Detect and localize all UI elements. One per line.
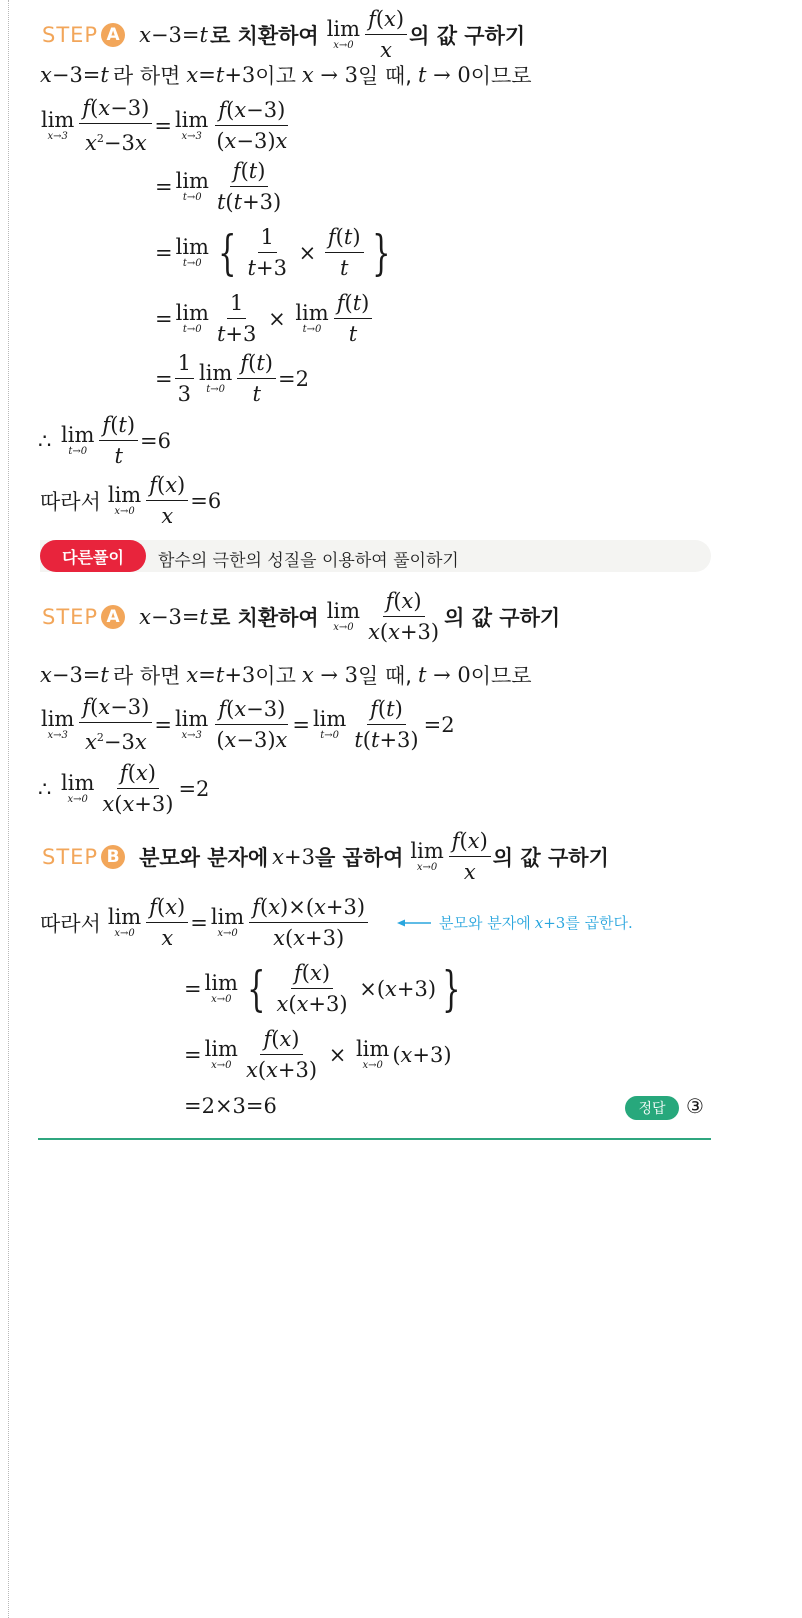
- step-a-label-2: [42, 605, 139, 629]
- arrow-left-icon: [397, 918, 431, 928]
- heading-tail-text-3: 의 값 구하기: [492, 845, 609, 870]
- equation-line-5: = $\frac{1}{3}$ lim t→0 $\frac{f(t)}{t}$ =2: [155, 351, 309, 406]
- step-a-badge-2: A: [101, 605, 125, 629]
- equation-line-10: =2×3=6: [184, 1094, 277, 1118]
- therefore-line-2: ∴ lim x→0 $\frac{f(x)}{x(x+3)}$ =2: [38, 761, 210, 816]
- equation-line-9: = lim x→0 $\frac{f(x)}{x(x+3)}$ × lim x→0 ( x +3): [184, 1027, 452, 1082]
- equation-line-8: = lim x→0 { $\frac{f(x)}{x(x+3)}$ ×( x +3) }: [184, 960, 461, 1017]
- intro-imeuro-2: 이므로: [470, 664, 532, 688]
- intro-imeuro: 이므로: [470, 64, 532, 88]
- step-a-heading-2: STEP A x −3= t 로 치환하여 lim x→0 $\frac{f(x)}{x(x+3)}$ 의 값 구하기: [42, 589, 561, 644]
- step-word-3: STEP: [42, 844, 99, 869]
- step-b-label: [42, 845, 139, 869]
- intro-igo: 이고: [255, 64, 296, 88]
- note-post-text: 를 곱한다.: [565, 914, 633, 932]
- ttarasuh-text-2: 따라서: [40, 911, 101, 936]
- conclusion-line-1: 따라서 lim x→0 $\frac{f(x)}{x}$ =6: [40, 473, 222, 528]
- step-word: STEP: [42, 22, 99, 47]
- page-margin-line: [8, 0, 9, 1618]
- equation-line-3: = lim t→0 { $\frac{1}{t+3}$ × $\frac{f(t)}{t}$ }: [155, 224, 390, 281]
- section-divider: [38, 1138, 711, 1140]
- substitution-intro-1: x −3= t 라 하면 x = t +3 이고 x → 3 일 때, t → 0 이므로: [40, 60, 532, 90]
- intro-igo-2: 이고: [255, 664, 296, 688]
- equation-line-2: = lim t→0 $\frac{f(t)}{t(t+3)}$: [155, 159, 282, 214]
- alt-solution-text: 함수의 극한의 성질을 이용하여 풀이하기: [158, 551, 459, 571]
- intro-ra: 라 하면: [112, 64, 181, 88]
- equation-line-7: 따라서 lim x→0 $\frac{f(x)}{x}$ = lim x→0 $\frac{f(x)\times(x+3)}{x(x+3)}$: [40, 894, 370, 951]
- equation-line-6: lim x→3 $\frac{f(x-3)}{x^2-3x}$ = lim x→3 $\frac{f(x-3)}{(x-3)x}$ = lim t→0 $\frac{f(t)}{t(t+3)}$ =2: [41, 695, 455, 754]
- heading-mid-text: 을 곱하여: [314, 845, 404, 870]
- answer-mark: ③: [686, 1094, 704, 1118]
- intro-il-2: 일 때,: [358, 664, 412, 688]
- intro-ra-2: 라 하면: [112, 664, 181, 688]
- intro-il: 일 때,: [358, 64, 412, 88]
- step-word-2: STEP: [42, 604, 99, 629]
- step-b-heading: STEP B 분모와 분자에 x +3 을 곱하여 lim x→0 $\frac{f(x)}{x}$ 의 값 구하기: [42, 829, 609, 884]
- alt-solution-badge: 다른풀이: [40, 540, 146, 572]
- equation-line-4: = lim t→0 $\frac{1}{t+3}$ × lim t→0 $\frac{f(t)}{t}$: [155, 290, 374, 347]
- step-a-heading-1: STEP A x −3= t 로 치환하여 lim x→0 $\frac{f(x)}{x}$ 의 값 구하기: [42, 7, 526, 62]
- step-a-label: [42, 23, 139, 47]
- equation-line-1: lim x→3 $\frac{f(x-3)}{x^2-3x}$ = lim x→3 $\frac{f(x-3)}{(x-3)x}$: [41, 96, 288, 155]
- step-a-badge: A: [101, 23, 125, 47]
- answer-badge: 정답: [625, 1096, 679, 1120]
- side-note: 분모와 분자에 x +3 를 곱한다.: [397, 912, 633, 933]
- heading-subst-text-2: 로 치환하여: [209, 605, 319, 630]
- heading-tail-text: 의 값 구하기: [409, 23, 526, 48]
- therefore-line-1: ∴ lim t→0 $\frac{f(t)}{t}$ =6: [38, 413, 172, 468]
- substitution-intro-2: x −3= t 라 하면 x = t +3 이고 x → 3 일 때, t → 0 이므로: [40, 660, 532, 690]
- heading-tail-text-2: 의 값 구하기: [444, 605, 561, 630]
- ttarasuh-text-1: 따라서: [40, 489, 101, 514]
- note-pre-text: 분모와 분자에: [439, 914, 531, 932]
- heading-subst-text: 로 치환하여: [209, 23, 319, 48]
- step-b-badge: B: [101, 845, 125, 869]
- heading-pre-text: 분모와 분자에: [139, 845, 269, 870]
